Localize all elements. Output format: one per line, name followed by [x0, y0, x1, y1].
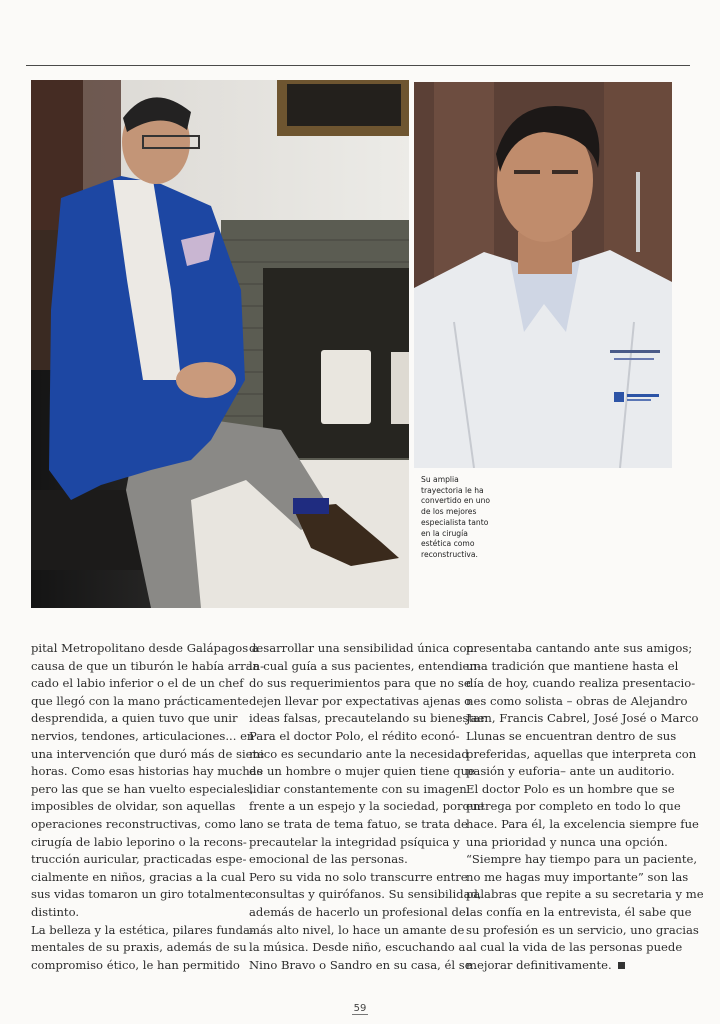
text-line: pero las que se han vuelto especiales,	[31, 781, 254, 796]
text-line: Llunas se encuentran dentro de sus	[466, 728, 677, 743]
text-line: la cual guía a sus pacientes, entendien-	[249, 658, 481, 673]
portrait-photo-doctor	[414, 82, 672, 468]
text-column-3	[466, 640, 704, 974]
text-line: Nino Bravo o Sandro en su casa, él se	[249, 957, 472, 972]
header-rule	[26, 65, 690, 66]
text-line: una tradición que mantiene hasta el	[466, 658, 679, 673]
text-line: distinto.	[31, 904, 80, 919]
text-line: frente a un espejo y la sociedad, porque	[249, 799, 485, 814]
caption-line: Su amplia	[421, 475, 459, 484]
text-line: una intervención que duró más de siete	[31, 746, 265, 761]
text-line: mico es secundario ante la necesidad	[249, 746, 469, 761]
text-line: mentales de su praxis, además de su	[31, 940, 247, 955]
text-line: día de hoy, cuando realiza presentacio-	[466, 676, 696, 691]
text-line: Pero su vida no solo transcurre entre	[249, 869, 468, 884]
text-line: do sus requerimientos para que no se	[249, 676, 471, 691]
text-line: El doctor Polo es un hombre que se	[466, 781, 675, 796]
text-line: ideas falsas, precautelando su bienestar.	[249, 711, 488, 726]
page-number-text: 59	[353, 1003, 367, 1014]
text-line: precautelar la integridad psíquica y	[249, 834, 460, 849]
portrait-photo-seated	[31, 80, 409, 608]
text-line: dejen llevar por expectativas ajenas o	[249, 693, 472, 708]
text-column-2	[249, 640, 488, 974]
caption-line: en la cirugía	[421, 528, 468, 538]
text-line: consultas y quirófanos. Su sensibilidad,	[249, 887, 482, 902]
end-of-article-icon	[618, 962, 625, 969]
caption-line: de los mejores	[421, 507, 477, 517]
photo-caption	[421, 475, 517, 561]
text-line: al cual la vida de las personas puede	[466, 940, 683, 955]
caption-line: estética como	[421, 539, 475, 549]
text-line: Jaen, Francis Cabrel, José José o Marco	[466, 711, 699, 726]
text-line: pital Metropolitano desde Galápagos a	[31, 641, 259, 655]
text-line: entrega por completo en todo lo que	[466, 799, 681, 814]
text-line: cirugía de labio leporino o la recons-	[31, 834, 247, 849]
text-line: desprendida, a quien tuvo que unir	[31, 711, 238, 726]
text-line: cialmente en niños, gracias a la cual	[31, 869, 246, 884]
text-line: horas. Como esas historias hay muchas	[31, 764, 263, 779]
text-line: que llegó con la mano prácticamente	[31, 693, 249, 708]
text-line: “Siempre hay tiempo para un paciente,	[466, 852, 698, 867]
text-line: nervios, tendones, articulaciones... en	[31, 728, 255, 743]
text-line: su profesión es un servicio, uno gracias	[466, 922, 699, 937]
page-number	[0, 1003, 720, 1014]
text-line: además de hacerlo un profesional del	[249, 904, 470, 919]
text-line: hace. Para él, la excelencia siempre fue	[466, 816, 699, 831]
text-line: pasión y euforia– ante un auditorio.	[466, 764, 675, 779]
text-line: las confía en la entrevista, él sabe que	[466, 904, 692, 919]
text-line: imposibles de olvidar, son aquellas	[31, 799, 236, 814]
text-line: preferidas, aquellas que interpreta con	[466, 746, 697, 761]
text-line: La belleza y la estética, pilares funda-	[31, 922, 254, 937]
text-line: nes como solista – obras de Alejandro	[466, 693, 688, 708]
text-line: no me hagas muy importante” son las	[466, 869, 689, 884]
text-line: lidiar constantemente con su imagen	[249, 781, 467, 796]
text-line: mejorar definitivamente.	[466, 957, 612, 972]
text-line: emocional de las personas.	[249, 852, 408, 867]
text-line: más alto nivel, lo hace un amante de	[249, 922, 465, 937]
caption-line: especialista tanto	[421, 517, 489, 527]
text-line: compromiso ético, le han permitido	[31, 957, 240, 972]
text-line: trucción auricular, practicadas espe-	[31, 852, 247, 867]
text-line: no se trata de tema fatuo, se trata de	[249, 816, 468, 831]
text-line-last	[466, 957, 676, 975]
text-line: la música. Desde niño, escuchando a	[249, 940, 466, 955]
text-line: presentaba cantando ante sus amigos;	[466, 641, 693, 655]
text-line: sus vidas tomaron un giro totalmente	[31, 887, 252, 902]
text-line: de un hombre o mujer quien tiene que	[249, 764, 475, 779]
text-column-1	[31, 640, 265, 974]
text-line: cado el labio inferior o el de un chef	[31, 676, 244, 691]
text-line: desarrollar una sensibilidad única con	[249, 641, 474, 655]
text-line: operaciones reconstructivas, como la	[31, 816, 251, 831]
text-line: causa de que un tiburón le había arran-	[31, 658, 265, 673]
caption-line: reconstructiva.	[421, 549, 478, 559]
text-line: palabras que repite a su secretaria y me	[466, 887, 704, 902]
text-line: Para el doctor Polo, el rédito econó-	[249, 728, 460, 743]
text-line: una prioridad y nunca una opción.	[466, 834, 668, 849]
caption-line: trayectoria le ha	[421, 485, 484, 495]
caption-line: convertido en uno	[421, 496, 491, 506]
